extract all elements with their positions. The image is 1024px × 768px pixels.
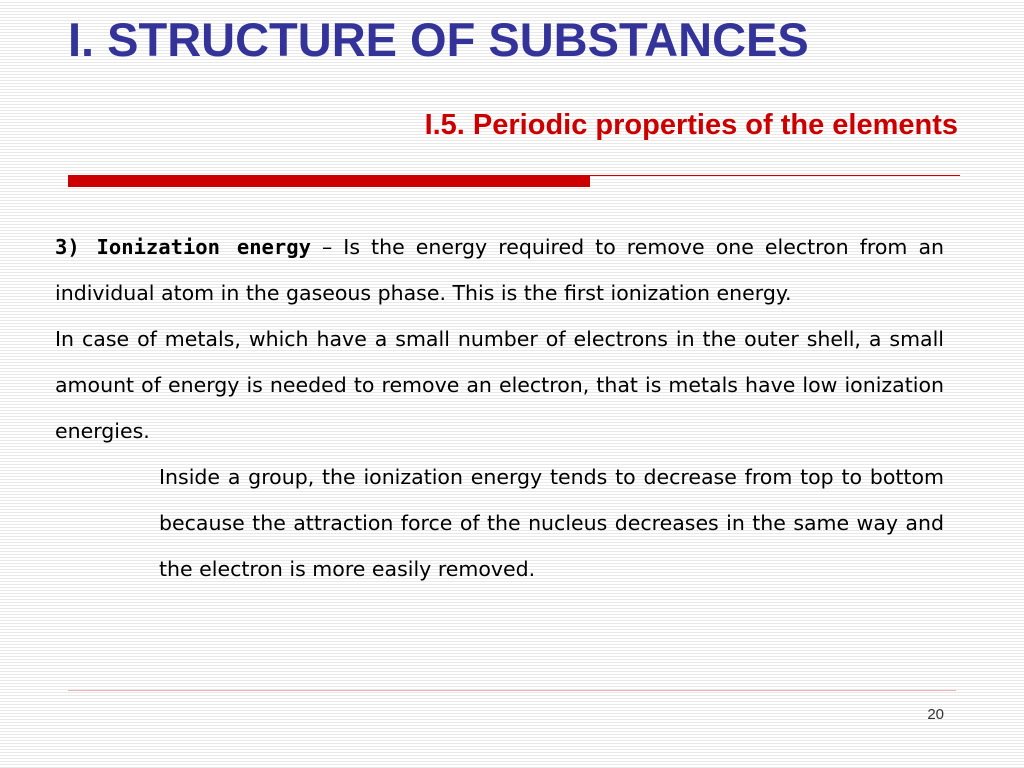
title-divider-thin [590, 175, 960, 176]
title-divider-thick [68, 175, 590, 187]
slide-subtitle: I.5. Periodic properties of the elements [424, 109, 958, 141]
slide-title: I. STRUCTURE OF SUBSTANCES [68, 13, 809, 66]
slide-body [55, 224, 944, 592]
footer-divider [68, 690, 956, 691]
term-ionization-energy: 3) Ionization energy [55, 235, 311, 259]
paragraph-group-trend: Inside a group, the ionization energy tends to decrease from top to bottom because the attraction force of the nucleus decreases in the same way and the electron is more easily removed. [159, 465, 944, 581]
paragraph-ionization-definition [55, 224, 944, 316]
page-number: 20 [927, 706, 944, 723]
definition-text: – Is the energy required to remove one electron from an individual atom in the gaseous phase. This is the first ionization energy. [55, 235, 945, 305]
paragraph-metals: In case of metals, which have a small number of electrons in the outer shell, a small amount of energy is needed to remove an electron, that is metals have low ionization energies. [55, 327, 944, 443]
